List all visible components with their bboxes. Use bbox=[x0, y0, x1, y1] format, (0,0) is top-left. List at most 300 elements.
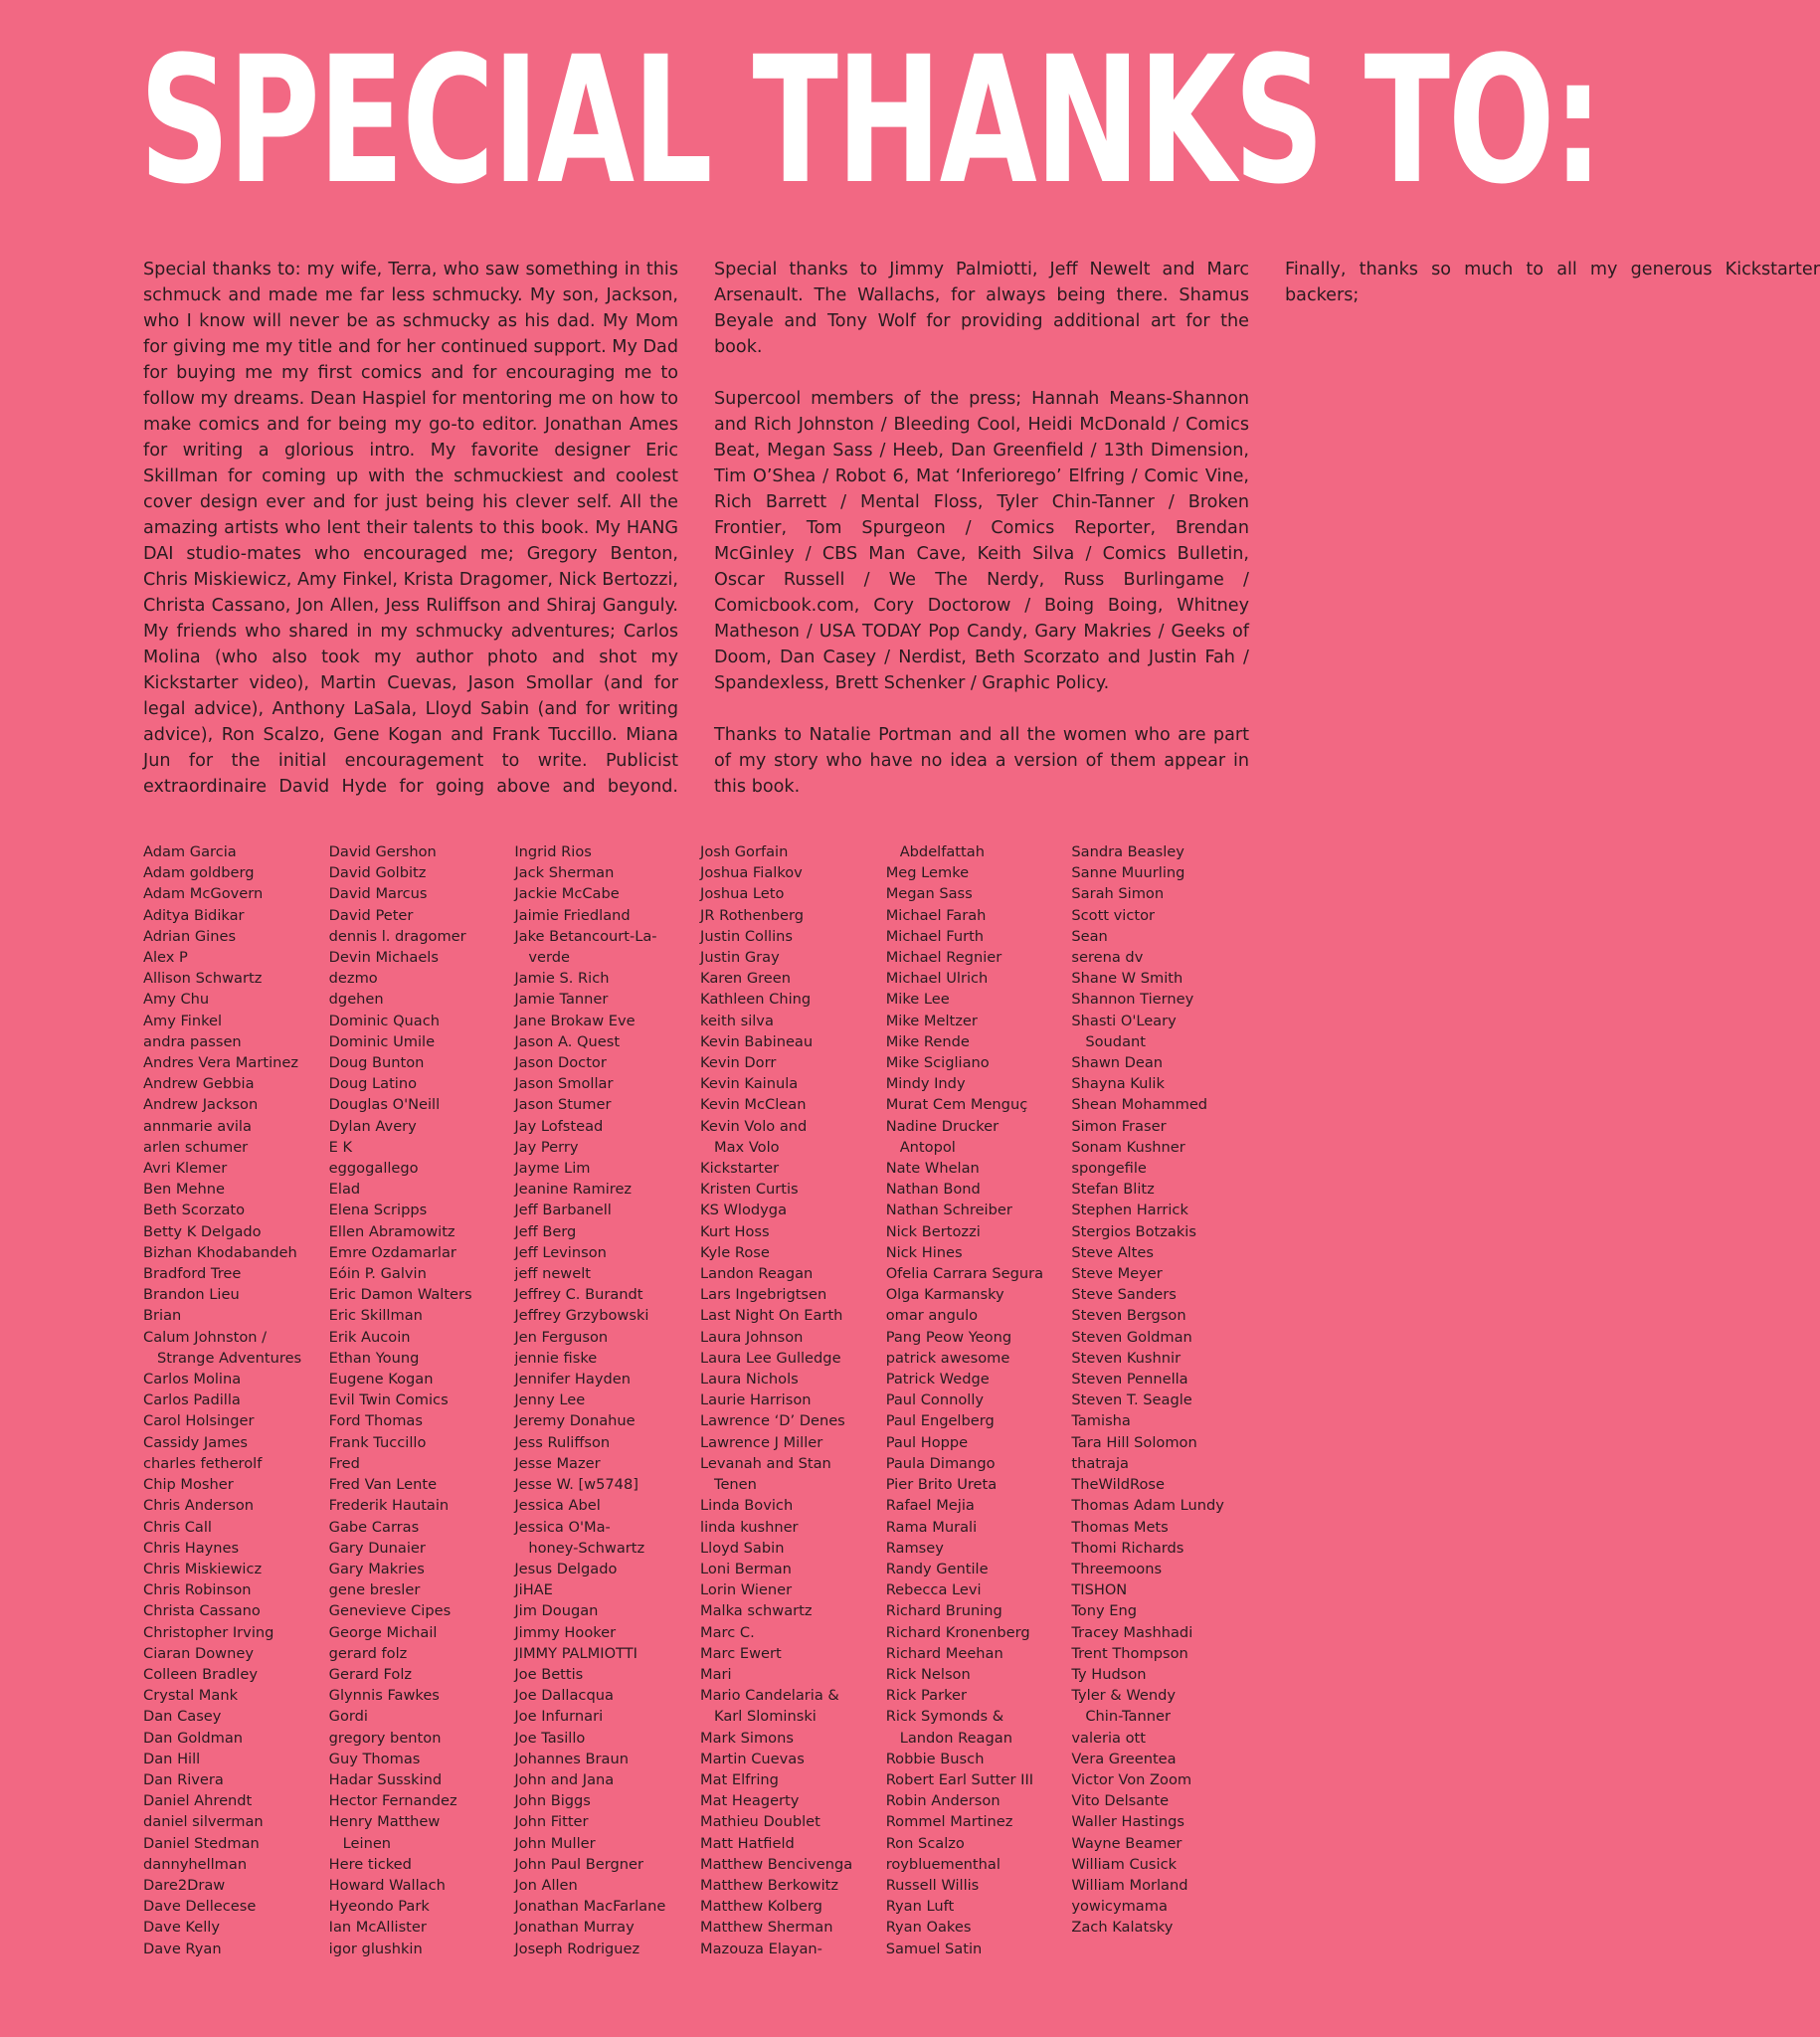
backer-name: yowicymama bbox=[1071, 1898, 1168, 1916]
backer-name: Gerard Folz bbox=[328, 1665, 413, 1683]
backer-name: Jay Lofstead bbox=[514, 1117, 604, 1135]
backer-name: David Golbitz bbox=[328, 864, 427, 882]
backer-name: Thomas Mets bbox=[1071, 1518, 1169, 1536]
backer-name: Calum Johnston / bbox=[143, 1328, 268, 1346]
backer-name: Joe Dallacqua bbox=[514, 1687, 614, 1705]
backer-name: Ryan Oakes bbox=[885, 1919, 972, 1937]
backer-name: patrick awesome bbox=[885, 1349, 1010, 1367]
backer-name: Jason Stumer bbox=[514, 1096, 612, 1114]
backer-name: Paul Engelberg bbox=[885, 1412, 995, 1430]
backer-name: Nathan Schreiber bbox=[885, 1202, 1012, 1219]
backer-name: honey-Schwartz bbox=[528, 1539, 645, 1557]
backer-name: gene bresler bbox=[328, 1581, 421, 1599]
backer-column bbox=[514, 841, 700, 1959]
backer-name: Pang Peow Yeong bbox=[885, 1328, 1012, 1346]
backer-name: dezmo bbox=[328, 970, 378, 988]
backer-name: Mat Heagerty bbox=[700, 1792, 800, 1810]
backer-name: David Gershon bbox=[328, 843, 437, 860]
backer-name: Tony Eng bbox=[1071, 1602, 1137, 1620]
backer-name: Rick Nelson bbox=[885, 1665, 971, 1683]
backer-name: Ian McAllister bbox=[328, 1919, 427, 1937]
backer-name: Lloyd Sabin bbox=[700, 1539, 785, 1557]
backer-name: Steve Sanders bbox=[1071, 1286, 1177, 1304]
backer-name: Tyler & Wendy bbox=[1071, 1687, 1177, 1705]
backer-name: Jason Smollar bbox=[514, 1075, 614, 1093]
backer-name: dennis l. dragomer bbox=[328, 927, 466, 945]
backer-name: Michael Ulrich bbox=[885, 970, 989, 988]
backer-name: Devin Michaels bbox=[328, 949, 439, 967]
backer-name: Kevin Babineau bbox=[700, 1032, 814, 1050]
backer-name: Ben Mehne bbox=[143, 1181, 225, 1199]
backer-name: Tara Hill Solomon bbox=[1071, 1433, 1197, 1451]
backer-name: Mark Simons bbox=[700, 1729, 794, 1747]
backer-name: Jason A. Quest bbox=[514, 1032, 621, 1050]
backer-name: Kevin Dorr bbox=[700, 1054, 777, 1072]
backer-name: Matt Hatfield bbox=[700, 1834, 795, 1852]
backer-name: Brandon Lieu bbox=[143, 1286, 240, 1304]
backer-name: Kevin Kainula bbox=[700, 1075, 799, 1093]
backer-name: John Paul Bergner bbox=[514, 1855, 643, 1873]
backer-name: Here ticked bbox=[328, 1855, 412, 1873]
backer-name: Robin Anderson bbox=[885, 1792, 1001, 1810]
backer-name: Kristen Curtis bbox=[700, 1181, 799, 1199]
backer-name: Patrick Wedge bbox=[885, 1371, 990, 1389]
backer-name: Jon Allen bbox=[514, 1876, 578, 1894]
backer-column bbox=[700, 841, 886, 1959]
backer-name: William Cusick bbox=[1071, 1855, 1178, 1873]
backer-name: TISHON bbox=[1071, 1581, 1128, 1599]
backer-name: Sarah Simon bbox=[1071, 885, 1165, 903]
backer-name: Kickstarter bbox=[700, 1160, 780, 1178]
backer-name: Joe Tasillo bbox=[514, 1729, 586, 1747]
backer-name: Jeffrey Grzybowski bbox=[514, 1307, 649, 1325]
backer-name: Tenen bbox=[714, 1476, 757, 1494]
backer-name: Allison Schwartz bbox=[143, 970, 263, 988]
backer-name: Brian bbox=[143, 1307, 182, 1325]
backer-name: Bizhan Khodabandeh bbox=[143, 1243, 297, 1261]
backer-name: Zach Kalatsky bbox=[1071, 1919, 1174, 1937]
backer-name: Gary Makries bbox=[328, 1560, 425, 1577]
backer-name: Richard Meehan bbox=[885, 1644, 1003, 1662]
intro-paragraph: Supercool members of the press; Hannah Means-Shannon and Rich Johnston / Bleeding Cool, Heidi McDonald / Comics Beat, Megan Sass / Heeb, Dan Greenfield / 13th Dimension, Tim O’Shea / Robot 6, Mat ‘Inferiorego’ Elfring / Comic Vine, Rich Barrett / Mental Floss, Tyler Chin-Tanner / Broken Frontier, Tom Spurgeon / Comics Reporter, Brendan McGinley / CBS Man Cave, Keith Silva / Comics Bulletin, Oscar Russell / We The Nerdy, Russ Burlingame / Comicbook.com, Cory Doctorow / Boing Boing, Whitney Matheson / USA TODAY Pop Candy, Gary Makries / Geeks of Doom, Dan Casey / Nerdist, Beth Scorzato and Justin Fah / Spandexless, Brett Schenker / Graphic Policy. bbox=[714, 389, 1249, 693]
backer-name: Jeff Barbanell bbox=[514, 1202, 612, 1219]
backer-name: Laurie Harrison bbox=[700, 1391, 812, 1409]
backer-name: Steve Altes bbox=[1071, 1243, 1154, 1261]
backer-name: Amy Finkel bbox=[143, 1012, 223, 1029]
backer-name: valeria ott bbox=[1071, 1729, 1146, 1747]
backer-name: roybluementhal bbox=[885, 1855, 1001, 1873]
backer-name: Gordi bbox=[328, 1708, 368, 1726]
backer-name: Cassidy James bbox=[143, 1433, 248, 1451]
backer-name: Andres Vera Martinez bbox=[143, 1054, 299, 1072]
backer-name: Kevin Volo and bbox=[700, 1117, 808, 1135]
backer-name: Mat Elfring bbox=[700, 1770, 779, 1788]
backer-name: Daniel Ahrendt bbox=[143, 1792, 253, 1810]
backer-name: Michael Furth bbox=[885, 927, 985, 945]
backer-name: Jess Ruliffson bbox=[514, 1433, 611, 1451]
backer-name: jennie fiske bbox=[514, 1349, 598, 1367]
backer-name: Soudant bbox=[1085, 1032, 1146, 1050]
page-title: SPECIAL THANKS TO: bbox=[139, 19, 1601, 223]
backer-name: Simon Fraser bbox=[1071, 1117, 1167, 1135]
backer-name: Chin-Tanner bbox=[1085, 1708, 1171, 1726]
backer-name: Shasti O'Leary bbox=[1071, 1012, 1177, 1029]
backer-name: Howard Wallach bbox=[328, 1876, 446, 1894]
backer-name: Thomas Adam Lundy bbox=[1071, 1497, 1224, 1515]
backer-name: Jen Ferguson bbox=[514, 1328, 609, 1346]
backer-name: Steven Bergson bbox=[1071, 1307, 1186, 1325]
backer-name: Jackie McCabe bbox=[514, 885, 620, 903]
backer-name: Adrian Gines bbox=[143, 927, 237, 945]
backer-name: Colleen Bradley bbox=[143, 1665, 258, 1683]
backer-name: Wayne Beamer bbox=[1071, 1834, 1183, 1852]
backer-name: Lawrence J Miller bbox=[700, 1433, 823, 1451]
backer-name: Mindy Indy bbox=[885, 1075, 966, 1093]
backer-name: Laura Lee Gulledge bbox=[700, 1349, 841, 1367]
backer-name: Karl Slominski bbox=[714, 1708, 817, 1726]
backer-name: Max Volo bbox=[714, 1138, 780, 1156]
backer-name: Chris Haynes bbox=[143, 1539, 240, 1557]
backer-name: Rebecca Levi bbox=[885, 1581, 982, 1599]
backer-name: Jane Brokaw Eve bbox=[514, 1012, 636, 1029]
backer-name: Josh Gorfain bbox=[700, 843, 789, 860]
backer-name: Tracey Mashhadi bbox=[1071, 1623, 1193, 1641]
backer-name: Tamisha bbox=[1071, 1412, 1131, 1430]
backer-name: Eric Skillman bbox=[328, 1307, 423, 1325]
backer-name: Andrew Jackson bbox=[143, 1096, 259, 1114]
backer-name: Linda Bovich bbox=[700, 1497, 794, 1515]
backer-name: Ty Hudson bbox=[1071, 1665, 1147, 1683]
backer-name: Henry Matthew bbox=[328, 1813, 441, 1831]
backer-name: Jayme Lim bbox=[514, 1160, 591, 1178]
backer-name: Chris Miskiewicz bbox=[143, 1560, 263, 1577]
backer-name: Dominic Umile bbox=[328, 1032, 436, 1050]
backer-name: Mathieu Doublet bbox=[700, 1813, 820, 1831]
backer-name: Genevieve Cipes bbox=[328, 1602, 452, 1620]
backer-name: Ofelia Carrara Segura bbox=[885, 1265, 1044, 1283]
backer-name: Lorin Wiener bbox=[700, 1581, 793, 1599]
backer-name: Levanah and Stan bbox=[700, 1454, 831, 1472]
backer-name: Chip Mosher bbox=[143, 1476, 234, 1494]
backer-name: verde bbox=[528, 949, 570, 967]
backer-name: Evil Twin Comics bbox=[328, 1391, 449, 1409]
backer-name: Matthew Bencivenga bbox=[700, 1855, 853, 1873]
backer-name: charles fetherolf bbox=[143, 1454, 263, 1472]
backer-name: Carlos Molina bbox=[143, 1371, 242, 1389]
backer-name: William Morland bbox=[1071, 1876, 1188, 1894]
backer-name: Jennifer Hayden bbox=[514, 1371, 631, 1389]
backer-name: Ciaran Downey bbox=[143, 1644, 254, 1662]
backer-name: Ingrid Rios bbox=[514, 843, 592, 860]
backer-name: Shawn Dean bbox=[1071, 1054, 1164, 1072]
backer-name: Doug Latino bbox=[328, 1075, 418, 1093]
intro-paragraph: Thanks to Natalie Portman and all the women who are part of my story who have no idea a version of them appear in this book. bbox=[714, 725, 1249, 797]
backer-name: Jay Perry bbox=[514, 1138, 579, 1156]
backer-name: Nadine Drucker bbox=[885, 1117, 1000, 1135]
backer-name: Olga Karmansky bbox=[885, 1286, 1004, 1304]
backer-column bbox=[886, 841, 1072, 1959]
backer-name: gerard folz bbox=[328, 1644, 408, 1662]
backer-name: Beth Scorzato bbox=[143, 1202, 246, 1219]
backer-name: Antopol bbox=[899, 1138, 956, 1156]
backer-name: jeff newelt bbox=[514, 1265, 591, 1283]
backer-name: Alex P bbox=[143, 949, 188, 967]
backer-name: Joe Bettis bbox=[514, 1665, 584, 1683]
backer-name: Ryan Luft bbox=[885, 1898, 955, 1916]
backer-name: Vera Greentea bbox=[1071, 1750, 1177, 1767]
backer-name: Fred bbox=[328, 1454, 360, 1472]
backer-name: Jack Sherman bbox=[514, 864, 615, 882]
backer-name: Jim Dougan bbox=[514, 1602, 599, 1620]
backer-name: Justin Collins bbox=[700, 927, 793, 945]
backer-name: thatraja bbox=[1071, 1454, 1129, 1472]
backer-name: Douglas O'Neill bbox=[328, 1096, 441, 1114]
backer-name: Hadar Susskind bbox=[328, 1770, 443, 1788]
backer-name: Paul Hoppe bbox=[885, 1433, 969, 1451]
backer-name: Ellen Abramowitz bbox=[328, 1222, 455, 1240]
backer-name: Paul Connolly bbox=[885, 1391, 985, 1409]
backer-name: Dave Dellecese bbox=[143, 1898, 257, 1916]
backer-name: Hector Fernandez bbox=[328, 1792, 457, 1810]
backer-name: Mario Candelaria & bbox=[700, 1687, 839, 1705]
backer-name: Shayna Kulik bbox=[1071, 1075, 1165, 1093]
backer-name: Erik Aucoin bbox=[328, 1328, 411, 1346]
backer-name: Rick Symonds & bbox=[885, 1708, 1004, 1726]
backer-list bbox=[143, 841, 1257, 1959]
backer-name: linda kushner bbox=[700, 1518, 799, 1536]
backer-name: gregory benton bbox=[328, 1729, 442, 1747]
backer-name: Doug Bunton bbox=[328, 1054, 425, 1072]
backer-name: Samuel Satin bbox=[885, 1940, 983, 1957]
backer-name: Jonathan MacFarlane bbox=[514, 1898, 666, 1916]
backer-name: Adam McGovern bbox=[143, 885, 264, 903]
backer-name: Ron Scalzo bbox=[885, 1834, 965, 1852]
backer-name: Pier Brito Ureta bbox=[885, 1476, 998, 1494]
backer-name: Randy Gentile bbox=[885, 1560, 989, 1577]
backer-name: Jessica Abel bbox=[514, 1497, 601, 1515]
backer-name: Frederik Hautain bbox=[328, 1497, 450, 1515]
backer-name: Carol Holsinger bbox=[143, 1412, 255, 1430]
backer-name: Jamie Tanner bbox=[514, 991, 609, 1009]
backer-name: David Peter bbox=[328, 906, 414, 924]
intro-paragraph: Finally, thanks so much to all my generous Kickstarter backers; bbox=[1285, 260, 1820, 305]
backer-name: Marc Ewert bbox=[700, 1644, 782, 1662]
backer-name: annmarie avila bbox=[143, 1117, 252, 1135]
backer-name: Matthew Berkowitz bbox=[700, 1876, 839, 1894]
backer-name: Eugene Kogan bbox=[328, 1371, 434, 1389]
backer-name: Kevin McClean bbox=[700, 1096, 807, 1114]
backer-name: Steve Meyer bbox=[1071, 1265, 1163, 1283]
backer-name: Hyeondo Park bbox=[328, 1898, 430, 1916]
backer-name: Nick Bertozzi bbox=[885, 1222, 981, 1240]
backer-name: Sean bbox=[1071, 927, 1108, 945]
backer-name: Kyle Rose bbox=[700, 1243, 770, 1261]
backer-name: JiHAE bbox=[514, 1581, 553, 1599]
backer-name: omar angulo bbox=[885, 1307, 979, 1325]
backer-name: Martin Cuevas bbox=[700, 1750, 805, 1767]
backer-name: Johannes Braun bbox=[514, 1750, 629, 1767]
backer-name: Glynnis Fawkes bbox=[328, 1687, 440, 1705]
backer-name: Thomi Richards bbox=[1071, 1539, 1184, 1557]
backer-name: Dominic Quach bbox=[328, 1012, 441, 1029]
backer-name: Avri Klemer bbox=[143, 1160, 228, 1178]
backer-name: eggogallego bbox=[328, 1160, 419, 1178]
backer-name: Jesse Mazer bbox=[514, 1454, 601, 1472]
backer-name: Shannon Tierney bbox=[1071, 991, 1194, 1009]
backer-name: Mike Rende bbox=[885, 1032, 970, 1050]
backer-name: Rama Murali bbox=[885, 1518, 978, 1536]
backer-name: Murat Cem Menguç bbox=[885, 1096, 1028, 1114]
backer-name: Aditya Bidikar bbox=[143, 906, 245, 924]
backer-name: Joseph Rodriguez bbox=[514, 1940, 640, 1957]
backer-name: Paula Dimango bbox=[885, 1454, 996, 1472]
backer-name: Dan Goldman bbox=[143, 1729, 244, 1747]
backer-name: Chris Call bbox=[143, 1518, 212, 1536]
backer-name: Stergios Botzakis bbox=[1071, 1222, 1196, 1240]
backer-name: Malka schwartz bbox=[700, 1602, 813, 1620]
backer-name: Steven Goldman bbox=[1071, 1328, 1192, 1346]
backer-name: Dan Rivera bbox=[143, 1770, 224, 1788]
backer-name: JR Rothenberg bbox=[700, 906, 804, 924]
backer-name: Steven Kushnir bbox=[1071, 1349, 1182, 1367]
backer-name: John Biggs bbox=[514, 1792, 591, 1810]
backer-column bbox=[1071, 841, 1257, 1959]
backer-name: Carlos Padilla bbox=[143, 1391, 241, 1409]
backer-name: Elad bbox=[328, 1181, 361, 1199]
backer-name: Dare2Draw bbox=[143, 1876, 226, 1894]
backer-name: serena dv bbox=[1071, 949, 1144, 967]
backer-name: Karen Green bbox=[700, 970, 792, 988]
backer-name: Megan Sass bbox=[885, 885, 973, 903]
backer-name: Mike Meltzer bbox=[885, 1012, 978, 1029]
backer-name: Robbie Busch bbox=[885, 1750, 985, 1767]
backer-name: Eóin P. Galvin bbox=[328, 1265, 427, 1283]
backer-name: Marc C. bbox=[700, 1623, 755, 1641]
backer-name: Adam Garcia bbox=[143, 843, 237, 860]
backer-name: Nathan Bond bbox=[885, 1181, 981, 1199]
backer-name: arlen schumer bbox=[143, 1138, 249, 1156]
backer-name: andra passen bbox=[143, 1032, 242, 1050]
backer-name: Sonam Kushner bbox=[1071, 1138, 1185, 1156]
backer-name: Eric Damon Walters bbox=[328, 1286, 472, 1304]
backer-name: Scott victor bbox=[1071, 906, 1156, 924]
backer-name: Nick Hines bbox=[885, 1243, 963, 1261]
backer-name: Lawrence ‘D’ Denes bbox=[700, 1412, 845, 1430]
backer-name: Vito Delsante bbox=[1071, 1792, 1170, 1810]
backer-name: Leinen bbox=[342, 1834, 392, 1852]
backer-name: Jamie S. Rich bbox=[514, 970, 610, 988]
backer-name: Jessica O'Ma- bbox=[514, 1518, 611, 1536]
backer-name: Stefan Blitz bbox=[1071, 1181, 1155, 1199]
backer-name: Joshua Leto bbox=[700, 885, 785, 903]
backer-name: Dylan Avery bbox=[328, 1117, 417, 1135]
backer-name: keith silva bbox=[700, 1012, 774, 1029]
backer-name: Adam goldberg bbox=[143, 864, 255, 882]
backer-name: John and Jana bbox=[514, 1770, 615, 1788]
backer-name: Lars Ingebrigtsen bbox=[700, 1286, 827, 1304]
backer-name: Amy Chu bbox=[143, 991, 210, 1009]
backer-name: Matthew Kolberg bbox=[700, 1898, 822, 1916]
backer-name: Andrew Gebbia bbox=[143, 1075, 255, 1093]
backer-name: Michael Regnier bbox=[885, 949, 1002, 967]
backer-name: Jeff Levinson bbox=[514, 1243, 607, 1261]
backer-name: Kathleen Ching bbox=[700, 991, 812, 1009]
backer-name: Frank Tuccillo bbox=[328, 1433, 427, 1451]
backer-name: Jimmy Hooker bbox=[514, 1623, 617, 1641]
backer-name: Threemoons bbox=[1071, 1560, 1163, 1577]
backer-name: Richard Kronenberg bbox=[885, 1623, 1030, 1641]
backer-name: Betty K Delgado bbox=[143, 1222, 262, 1240]
backer-name: JIMMY PALMIOTTI bbox=[514, 1644, 637, 1662]
backer-name: Nate Whelan bbox=[885, 1160, 980, 1178]
backer-name: Jeffrey C. Burandt bbox=[514, 1286, 643, 1304]
backer-name: Christopher Irving bbox=[143, 1623, 274, 1641]
backer-name: Landon Reagan bbox=[700, 1265, 814, 1283]
backer-name: Elena Scripps bbox=[328, 1202, 428, 1219]
backer-name: Sanne Muurling bbox=[1071, 864, 1185, 882]
backer-name: Steven T. Seagle bbox=[1071, 1391, 1192, 1409]
backer-name: Robert Earl Sutter III bbox=[885, 1770, 1034, 1788]
backer-name: Jeremy Donahue bbox=[514, 1412, 636, 1430]
backer-name: Kurt Hoss bbox=[700, 1222, 770, 1240]
backer-name: Jeff Berg bbox=[514, 1222, 577, 1240]
backer-name: Shane W Smith bbox=[1071, 970, 1183, 988]
backer-name: Trent Thompson bbox=[1071, 1644, 1188, 1662]
backer-name: Laura Johnson bbox=[700, 1328, 804, 1346]
backer-name: Stephen Harrick bbox=[1071, 1202, 1188, 1219]
backer-name: dgehen bbox=[328, 991, 384, 1009]
backer-name: Jonathan Murray bbox=[514, 1919, 635, 1937]
backer-name: John Fitter bbox=[514, 1813, 589, 1831]
backer-name: spongefile bbox=[1071, 1160, 1147, 1178]
backer-name: Mazouza Elayan- bbox=[700, 1940, 822, 1957]
backer-name: TheWildRose bbox=[1071, 1476, 1165, 1494]
backer-name: Chris Robinson bbox=[143, 1581, 252, 1599]
backer-name: Joshua Fialkov bbox=[700, 864, 803, 882]
backer-name: Christa Cassano bbox=[143, 1602, 261, 1620]
backer-name: Sandra Beasley bbox=[1071, 843, 1184, 860]
backer-name: daniel silverman bbox=[143, 1813, 264, 1831]
backer-name: Matthew Sherman bbox=[700, 1919, 833, 1937]
backer-name: David Marcus bbox=[328, 885, 428, 903]
backer-name: Steven Pennella bbox=[1071, 1371, 1188, 1389]
backer-name: Justin Gray bbox=[700, 949, 780, 967]
backer-name: Victor Von Zoom bbox=[1071, 1770, 1192, 1788]
backer-name: KS Wlodyga bbox=[700, 1202, 788, 1219]
backer-name: Mike Scigliano bbox=[885, 1054, 990, 1072]
backer-name: Jenny Lee bbox=[514, 1391, 586, 1409]
backer-name: Last Night On Earth bbox=[700, 1307, 843, 1325]
intro-paragraph: Special thanks to: my wife, Terra, who saw something in this schmuck and made me far less schmucky. My son, Jackson, who I know will never be as schmucky as his dad. My Mom for giving me my title and for her continued support. My Dad for buying me my first comics and for encouraging me to follow my dreams. Dean Haspiel for mentoring me on how to make comics and for being my go-to editor. Jonathan Ames for writing a glorious intro. My favorite designer Eric Skillman for coming up with the schmuckiest and coolest cover design ever and for just being his clever self. All the amazing artists who lent their talents to this book. My HANG DAI studio-mates who encouraged me; Gregory Benton, Chris Miskiewicz, Amy Finkel, Krista Dragomer, Nick Bertozzi, Christa Cassano, Jon Allen, Jess Ruliffson and Shiraj Ganguly. My friends who shared in my schmucky adventures; Carlos Molina (who also took my author photo and shot my Kickstarter video), Martin Cuevas, Jason Smollar (and for legal advice), Anthony LaSala, Lloyd Sabin (and for writing advice), Ron Scalzo, Gene Kogan and Frank Tuccillo. Miana Jun for the initial encouragement to write. Publicist extraordinaire David Hyde for going above and beyond. Special thanks to Jimmy Palmiotti, Jeff Newelt and Marc Arsenault. The Wallachs, for always being there. Shamus Beyale and Tony Wolf for providing additional art for the book. bbox=[143, 260, 1249, 797]
backer-name: igor glushkin bbox=[328, 1940, 423, 1957]
backer-name: Dan Casey bbox=[143, 1708, 222, 1726]
backer-name: Jake Betancourt-La- bbox=[514, 927, 657, 945]
backer-name: John Muller bbox=[514, 1834, 596, 1852]
backer-name: Jesse W. [w5748] bbox=[514, 1476, 638, 1494]
backer-name: Mari bbox=[700, 1665, 732, 1683]
backer-column bbox=[143, 841, 329, 1959]
backer-name: Loni Berman bbox=[700, 1560, 792, 1577]
backer-name: Dave Kelly bbox=[143, 1919, 221, 1937]
backer-name: Daniel Stedman bbox=[143, 1834, 260, 1852]
backer-name: Rommel Martinez bbox=[885, 1813, 1013, 1831]
backer-name: Fred Van Lente bbox=[328, 1476, 438, 1494]
backer-name: dannyhellman bbox=[143, 1855, 248, 1873]
backer-name: Abdelfattah bbox=[899, 843, 985, 860]
backer-name: Mike Lee bbox=[885, 991, 950, 1009]
backer-name: Joe Infurnari bbox=[514, 1708, 604, 1726]
backer-name: Rick Parker bbox=[885, 1687, 967, 1705]
